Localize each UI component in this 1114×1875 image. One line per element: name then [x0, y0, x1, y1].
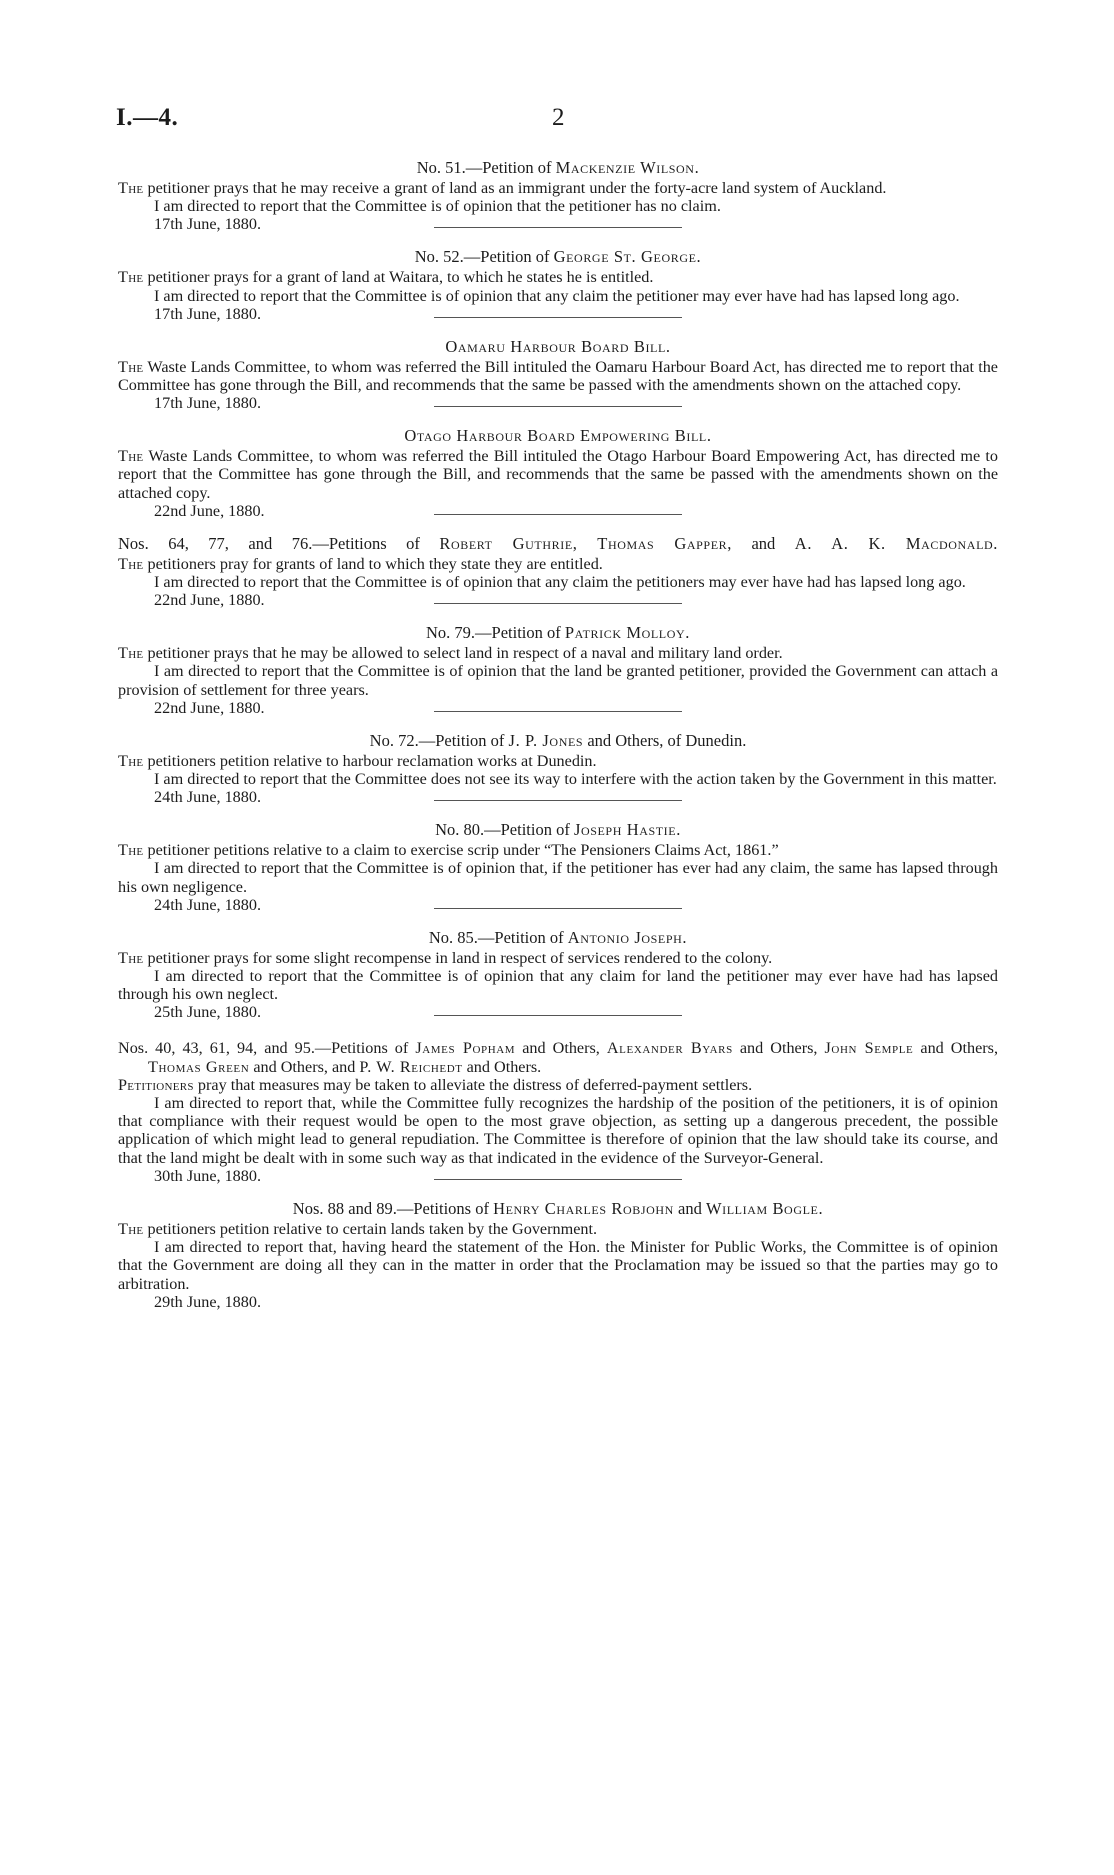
date-row: [118, 1167, 998, 1187]
title-text: Thomas Green: [148, 1057, 250, 1076]
title-text: Patrick Molloy.: [564, 623, 690, 643]
lead-word: The: [118, 357, 144, 376]
lead-word: The: [118, 179, 144, 197]
committee-report: I am directed to report that the Committee does not see its way to interfere with the action taken by the Government in this matter.: [154, 770, 997, 789]
section-gap: [118, 522, 998, 534]
title-text: No. 79.—Petition of: [426, 623, 565, 643]
prayer-text: Waste Lands Committee, to whom was referred the Bill intituled the Oamaru Harbour Board Act, has directed me to report that the Committee has gone through the Bill, and recommends that the same be passed with the amendments shown on the attached copy.: [118, 357, 998, 395]
report-date: 22nd June, 1880.: [154, 591, 265, 610]
report-date: 22nd June, 1880.: [154, 501, 265, 520]
petition-prayer: [118, 841, 998, 859]
title-text: George St. George.: [553, 247, 702, 267]
title-text: John Semple: [824, 1039, 914, 1058]
committee-report: I am directed to report that the Committee is of opinion that the petitioner has no claim.: [154, 197, 721, 216]
lead-word: The: [118, 1219, 144, 1238]
title-text: No. 72.—Petition of: [369, 730, 509, 750]
lead-word: The: [118, 447, 144, 466]
petition-title: [118, 1199, 998, 1219]
title-text: A. A. K. Macdonald.: [794, 533, 998, 553]
title-text: No. 80.—Petition of: [435, 820, 574, 840]
committee-report: I am directed to report that, while the Committee fully recognizes the hardship of the position of the petitioners, it is of opinion that compliance with their request would be open to the most grave objection, as setting up a dangerous precedent, the possible application of which might lead to general repudiation. The Committee is therefore of opinion that the law should take its course, and that the land might be dealt with in some such way as that indicated in the evidence of the Surveyor-General.: [118, 1094, 998, 1167]
section-gap: [118, 414, 998, 426]
committee-report: I am directed to report that the Committee is of opinion that the land be granted petitioner, provided the Government can attach a provision of settlement for three years.: [118, 662, 998, 699]
prayer-text: petitioner prays that he may receive a grant of land as an immigrant under the forty-acre land system of Auckland.: [143, 179, 887, 197]
title-text: and Others,: [515, 1039, 607, 1058]
report-date: 30th June, 1880.: [154, 1166, 262, 1185]
title-text: Mackenzie Wilson.: [555, 158, 700, 177]
title-text: and: [731, 533, 795, 553]
prayer-text: Waste Lands Committee, to whom was referred the Bill intituled the Otago Harbour Board Empowering Act, has directed me to report that the Committee has gone through the Bill, and recommends that the same be passed with the amendments shown on the attached copy.: [118, 447, 998, 502]
title-text: and Others,: [913, 1039, 999, 1058]
section-divider: [434, 711, 682, 712]
committee-report: I am directed to report that the Committee is of opinion that, if the petitioner has ever had any claim, the same has lapsed through his own negligence.: [118, 859, 998, 896]
date-row: [118, 305, 998, 325]
petition-section: [118, 337, 998, 414]
report-date: 17th June, 1880.: [154, 215, 262, 234]
petition-section: [118, 426, 998, 522]
title-text: and Others.: [462, 1057, 542, 1076]
section-divider: [434, 603, 682, 604]
petition-title: [118, 820, 998, 840]
title-text: Joseph Hastie.: [573, 820, 681, 840]
prayer-text: petitioners petition relative to certain lands taken by the Government.: [143, 1219, 598, 1238]
date-row: [118, 215, 998, 235]
title-text: No. 85.—Petition of: [428, 927, 568, 947]
report-date: 29th June, 1880.: [154, 1292, 262, 1311]
title-text: Alexander Byars: [606, 1039, 733, 1058]
section-gap: [118, 611, 998, 623]
section-gap: [118, 325, 998, 337]
petition-title: [118, 158, 998, 178]
lead-word: The: [118, 948, 144, 967]
lead-word: The: [118, 751, 144, 770]
page-header: [118, 104, 998, 136]
section-divider: [434, 406, 682, 407]
petition-section: [118, 1039, 998, 1186]
petition-section: [118, 623, 998, 719]
section-divider: [434, 514, 682, 515]
title-text: Nos. 64, 77, and 76.—Petitions of: [118, 533, 440, 553]
petition-section: [118, 928, 998, 1024]
petition-section: [118, 820, 998, 916]
committee-report: I am directed to report that the Committee is of opinion that any claim the petitioner may ever have had has lapsed long ago.: [154, 286, 960, 305]
prayer-text: petitioners petition relative to harbour reclamation works at Dunedin.: [143, 751, 597, 770]
petition-prayer: [118, 555, 998, 573]
petition-prayer: [118, 1076, 998, 1094]
report-date: 22nd June, 1880.: [154, 698, 265, 717]
petition-title: [118, 426, 998, 446]
section-divider: [434, 317, 682, 318]
petition-prayer: [118, 179, 998, 197]
section-divider: [434, 227, 682, 228]
prayer-text: petitioner prays that he may be allowed to select land in respect of a naval and military land order.: [143, 644, 783, 663]
report-date: 24th June, 1880.: [154, 895, 262, 914]
document-page: [118, 0, 998, 1875]
title-text: Robert Guthrie, Thomas Gapper,: [439, 533, 732, 553]
section-gap: [118, 235, 998, 247]
petition-prayer: [118, 268, 998, 286]
date-row: [118, 896, 998, 916]
petition-prayer: [118, 1220, 998, 1238]
parliamentary-paper-reference: I.—4.: [116, 104, 179, 131]
report-date: 24th June, 1880.: [154, 788, 262, 807]
petition-title: [118, 623, 998, 643]
petition-prayer: [118, 949, 998, 967]
prayer-text: petitioner prays for some slight recompense in land in respect of services rendered to the colony.: [143, 948, 773, 967]
committee-report: I am directed to report that the Committee is of opinion that any claim for land the petitioner may ever have had has lapsed through his own neglect.: [118, 967, 998, 1004]
title-text: and Others,: [732, 1039, 825, 1058]
date-row: [118, 1003, 998, 1023]
section-divider: [434, 908, 682, 909]
petition-section: [118, 1199, 998, 1313]
lead-word: Petitioners: [118, 1075, 194, 1094]
lead-word: The: [118, 268, 144, 287]
section-divider: [434, 1179, 682, 1180]
prayer-text: pray that measures may be taken to alleviate the distress of deferred-payment settlers.: [193, 1075, 753, 1094]
petition-title: [118, 1039, 998, 1075]
title-text: William Bogle.: [705, 1198, 824, 1218]
prayer-text: petitioner petitions relative to a claim to exercise scrip under “The Pensioners Claims Act, 1861.”: [143, 841, 779, 860]
petition-section: [118, 158, 998, 235]
date-row: [118, 788, 998, 808]
document-body: [118, 158, 998, 1313]
report-date: 17th June, 1880.: [154, 394, 262, 413]
petition-title: [118, 928, 998, 948]
petition-prayer: [118, 644, 998, 662]
title-text: P. W. Reichedt: [359, 1057, 463, 1076]
title-text: Otago Harbour Board Empowering Bill.: [404, 426, 712, 446]
petition-title: [118, 534, 998, 554]
title-text: and: [673, 1198, 706, 1218]
title-text: Oamaru Harbour Board Bill.: [445, 336, 671, 356]
petition-prayer: [118, 447, 998, 502]
title-text: No. 52.—Petition of: [414, 247, 554, 267]
petition-title: [118, 247, 998, 267]
committee-report: I am directed to report that, having heard the statement of the Hon. the Minister for Public Works, the Committee is of opinion that the Government are doing all they can in the matter in order that the Proclamation may be issued so that the parties may go to arbitration.: [118, 1238, 998, 1293]
title-text: James Popham: [415, 1039, 516, 1058]
petition-prayer: [118, 752, 998, 770]
lead-word: The: [118, 644, 144, 663]
date-row: [118, 1293, 998, 1313]
date-row: [118, 699, 998, 719]
petition-section: [118, 534, 998, 611]
section-gap: [118, 719, 998, 731]
title-text: No. 51.—Petition of: [416, 158, 556, 177]
title-text: Antonio Joseph.: [567, 927, 688, 947]
title-text: Nos. 40, 43, 61, 94, and 95.—Petitions of: [118, 1039, 416, 1058]
page-number: 2: [552, 104, 565, 131]
lead-word: The: [118, 841, 144, 860]
section-gap: [118, 1023, 998, 1039]
prayer-text: petitioners pray for grants of land to which they state they are entitled.: [143, 554, 603, 573]
date-row: [118, 591, 998, 611]
title-text: Nos. 88 and 89.—Petitions of: [292, 1198, 494, 1218]
section-gap: [118, 916, 998, 928]
petition-title: [118, 337, 998, 357]
petition-title: [118, 731, 998, 751]
date-row: [118, 502, 998, 522]
date-row: [118, 394, 998, 414]
report-date: 25th June, 1880.: [154, 1003, 262, 1022]
title-text: Henry Charles Robjohn: [493, 1198, 674, 1218]
title-text: J. P. Jones: [508, 730, 584, 750]
section-gap: [118, 1187, 998, 1199]
petition-section: [118, 247, 998, 324]
lead-word: The: [118, 554, 144, 573]
prayer-text: petitioner prays for a grant of land at Waitara, to which he states he is entitled.: [143, 268, 654, 287]
petition-section: [118, 731, 998, 808]
section-gap: [118, 808, 998, 820]
title-text: and Others, of Dunedin.: [583, 730, 747, 750]
section-divider: [434, 1015, 682, 1016]
section-divider: [434, 800, 682, 801]
report-date: 17th June, 1880.: [154, 304, 262, 323]
title-text: and Others, and: [249, 1057, 360, 1076]
petition-prayer: [118, 358, 998, 394]
committee-report: I am directed to report that the Committee is of opinion that any claim the petitioners may ever have had has lapsed long ago.: [154, 573, 966, 592]
